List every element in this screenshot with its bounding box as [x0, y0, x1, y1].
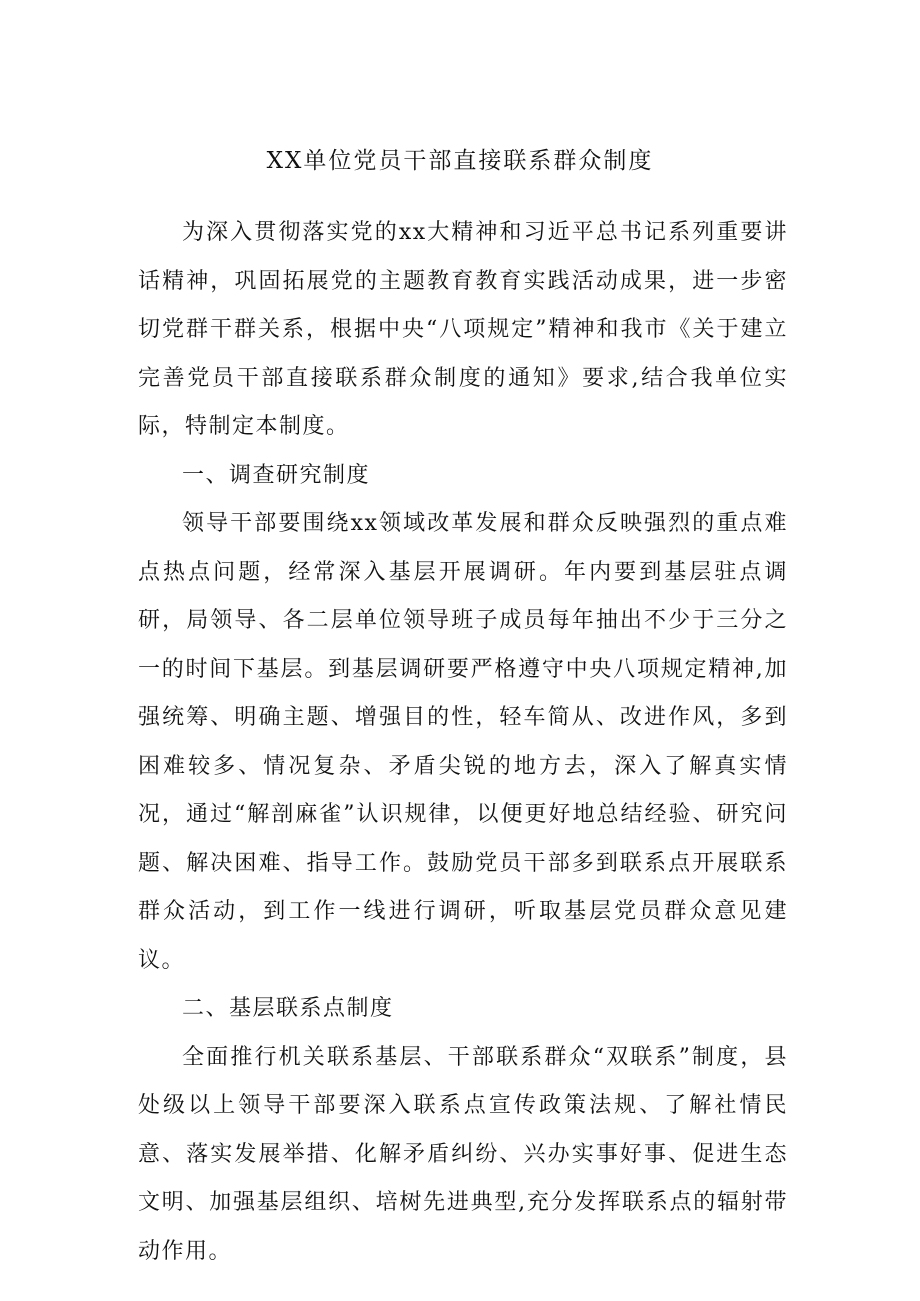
- section-body-contact-point: 全面推行机关联系基层、干部联系群众“双联系”制度，县处级以上领导干部要深入联系点宣传政策法规、了解社情民意、落实发展举措、化解矛盾纠纷、兴办实事好事、促进生态文明、加强基层组织、培树先进典型,充分发挥联系点的辐射带动作用。: [138, 1044, 788, 1264]
- section-heading-contact-point: 二、基层联系点制度: [182, 996, 394, 1021]
- intro-paragraph: 为深入贯彻落实党的xx大精神和习近平总书记系列重要讲话精神，巩固拓展党的主题教育教育实践活动成果，进一步密切党群干群关系，根据中央“八项规定”精神和我市《关于建立完善党员干部直接联系群众制度的通知》要求,结合我单位实际，特制定本制度。: [138, 220, 788, 439]
- document-body: [138, 209, 788, 1276]
- section-body-survey: 领导干部要围绕xx领域改革发展和群众反映强烈的重点难点热点问题，经常深入基层开展调研。年内要到基层驻点调研，局领导、各二层单位领导班子成员每年抽出不少于三分之一的时间下基层。到基层调研要严格遵守中央八项规定精神,加强统筹、明确主题、增强目的性，轻车简从、改进作风，多到困难较多、情况复杂、矛盾尖锐的地方去，深入了解真实情况，通过“解剖麻雀”认识规律，以便更好地总结经验、研究问题、解决困难、指导工作。鼓励党员干部多到联系点开展联系群众活动，到工作一线进行调研，听取基层党员群众意见建议。: [138, 511, 788, 973]
- document-title: XX单位党员干部直接联系群众制度: [266, 148, 654, 174]
- section-heading-survey: 一、调查研究制度: [182, 462, 371, 488]
